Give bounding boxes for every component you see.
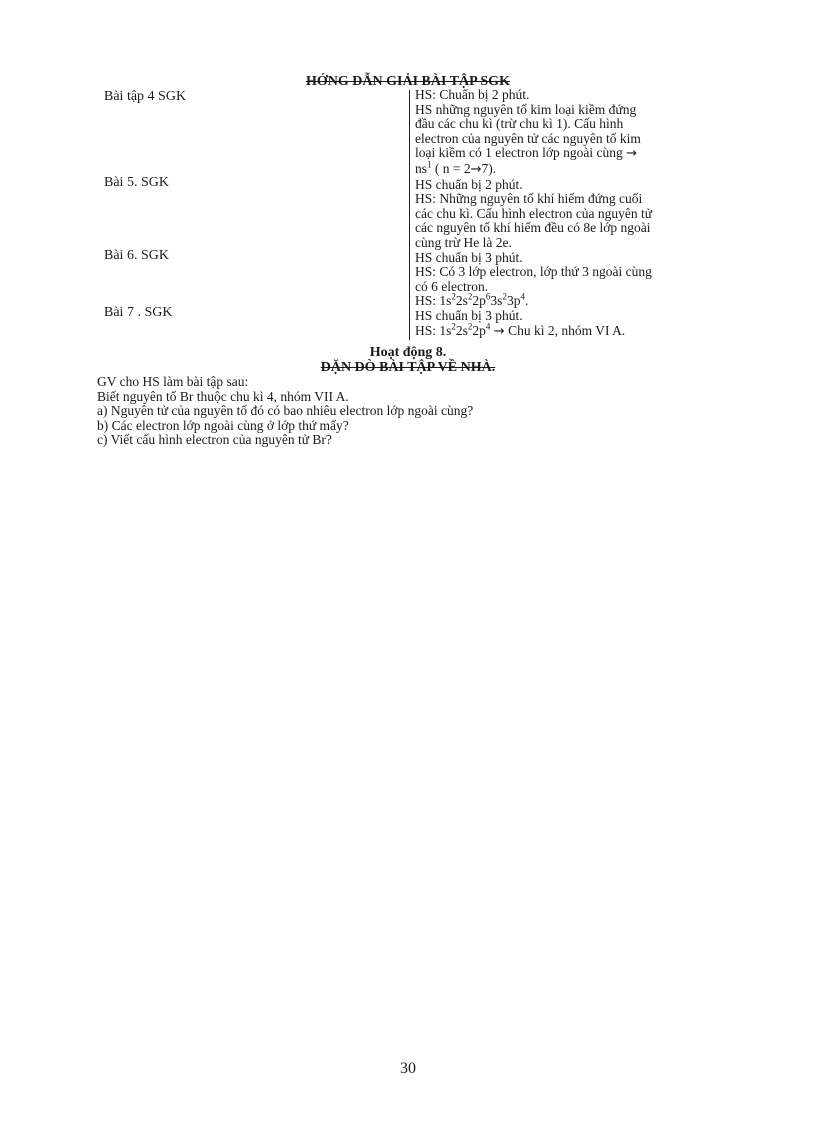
answer-line bbox=[415, 159, 715, 178]
activity-heading: Hoạt động 8. bbox=[369, 345, 447, 360]
exercise-label-5: Bài 5. SGK bbox=[104, 175, 169, 190]
page-number: 30 bbox=[400, 1060, 416, 1077]
arrow-icon: → bbox=[470, 161, 482, 177]
answer-line: các nguyên tố khí hiếm đều có 8e lớp ngoài bbox=[415, 220, 651, 236]
answer-column bbox=[415, 88, 715, 339]
answer-line: HS chuẩn bị 3 phút. bbox=[415, 307, 523, 323]
answer-text: HS: bbox=[415, 322, 440, 338]
homework-line: b) Các electron lớp ngoài cùng ở lớp thứ mấy? bbox=[97, 417, 349, 433]
answer-line: có 6 electron. bbox=[415, 278, 489, 294]
answer-line: HS: $1s^22s^22p^4$ → Chu kì 2, nhóm VI A. bbox=[415, 321, 626, 339]
section-title: HỚNG DẪN GIẢI BÀI TẬP SGK bbox=[306, 74, 510, 89]
exercise-label-4: Bài tập 4 SGK bbox=[104, 89, 187, 104]
answer-line: HS: Những nguyên tố khí hiếm đứng cuối bbox=[415, 191, 643, 207]
answer-line: cùng trừ He là 2e. bbox=[415, 234, 512, 250]
answer-line: HS chuẩn bị 3 phút. bbox=[415, 249, 523, 265]
answer-line: HS: Chuẩn bị 2 phút. bbox=[415, 87, 530, 102]
answer-line: HS chuẩn bị 2 phút. bbox=[415, 176, 523, 192]
answer-line: các chu kì. Cấu hình electron của nguyên tử bbox=[415, 205, 653, 221]
homework-line: Biết nguyên tố Br thuộc chu kì 4, nhóm VII A. bbox=[97, 388, 349, 404]
answer-text: loại kiềm có 1 electron lớp ngoài cùng bbox=[415, 145, 623, 161]
answer-line bbox=[415, 146, 715, 162]
answer-text: HS: bbox=[415, 293, 440, 309]
homework-title: DẶN DÒ BÀI TẬP VỀ NHÀ. bbox=[320, 360, 496, 375]
formula-text: 7). bbox=[481, 160, 497, 176]
answer-text: Chu kì 2, nhóm VI A. bbox=[504, 322, 626, 338]
homework-line: a) Nguyên tử của nguyên tố đó có bao nhiêu electron lớp ngoài cùng? bbox=[97, 403, 474, 419]
homework-block bbox=[97, 375, 697, 448]
formula-text: ns bbox=[415, 160, 428, 176]
formula-text: ( n = 2 bbox=[431, 160, 471, 176]
exercise-label-6: Bài 6. SGK bbox=[104, 248, 169, 263]
homework-line: c) Viết cấu hình electron của nguyên tử Br? bbox=[97, 432, 332, 448]
answer-line: electron của nguyên tử các nguyên tố kim bbox=[415, 130, 641, 146]
answer-line: HS những nguyên tố kim loại kiềm đứng bbox=[415, 101, 637, 117]
answer-line: đầu các chu kì (trừ chu kì 1). Cấu hình bbox=[415, 116, 624, 132]
superscript: 1 bbox=[427, 159, 432, 170]
arrow-icon: → bbox=[493, 323, 505, 339]
exercise-label-7: Bài 7 . SGK bbox=[104, 305, 173, 320]
homework-line: GV cho HS làm bài tập sau: bbox=[97, 374, 249, 389]
answer-line: HS: $1s^22s^22p^63s^23p^4$. bbox=[415, 291, 529, 309]
column-divider bbox=[409, 90, 410, 340]
arrow-icon: → bbox=[626, 146, 637, 162]
answer-line: HS: Có 3 lớp electron, lớp thứ 3 ngoài cùng bbox=[415, 264, 652, 280]
